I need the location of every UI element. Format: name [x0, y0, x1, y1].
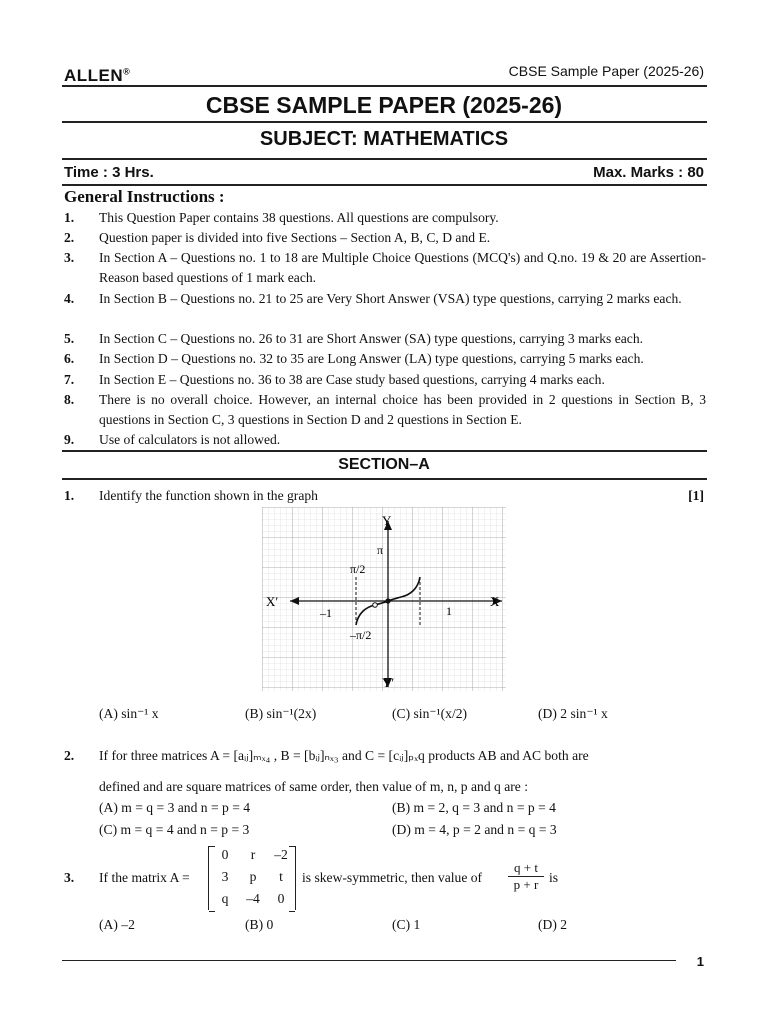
- question-number: 3.: [64, 870, 75, 885]
- allen-logo: ALLEN®: [64, 66, 131, 85]
- title-rule: [62, 121, 707, 123]
- one-label: 1: [446, 604, 452, 618]
- instruction-item: 1. This Question Paper contains 38 questions. All questions are compulsory.: [64, 210, 499, 225]
- q2-option-d: (D) m = 4, p = 2 and n = q = 3: [392, 822, 557, 837]
- q3-option-d: (D) 2: [538, 917, 568, 932]
- q1-option-d: (D) 2 sin⁻¹ x: [538, 706, 608, 721]
- pi-half-label: π/2: [350, 562, 366, 576]
- matrix-cell: –2: [274, 847, 288, 862]
- matrix-cell: 3: [221, 869, 229, 884]
- q2-option-c: (C) m = q = 4 and n = p = 3: [99, 822, 250, 837]
- time-label: Time : 3 Hrs.: [64, 164, 154, 181]
- section-bottom-rule: [62, 478, 707, 480]
- instruction-item: 4. In Section B – Questions no. 21 to 25 are Very Short Answer (VSA) type questions, carrying 2 marks each.: [64, 291, 682, 306]
- instruction-item: 7. In Section E – Questions no. 36 to 38 are Case study based questions, carrying 4 marks each.: [64, 372, 605, 387]
- page-number: 1: [696, 954, 704, 969]
- matrix-cell: t: [279, 869, 283, 884]
- q3-option-c: (C) 1: [392, 917, 421, 932]
- matrix-cell: p: [249, 869, 257, 884]
- page-title: CBSE SAMPLE PAPER (2025-26): [205, 92, 563, 118]
- question-text-post: is: [549, 870, 559, 885]
- subject-rule: [62, 158, 707, 160]
- instruction-item: 5. In Section C – Questions no. 26 to 31 are Short Answer (SA) type questions, carrying 3 marks each.: [64, 331, 644, 346]
- subject-title: SUBJECT: MATHEMATICS: [259, 128, 509, 150]
- instruction-item: 6. In Section D – Questions no. 32 to 35 are Long Answer (LA) type questions, carrying 5 marks each.: [64, 351, 644, 366]
- fraction: [508, 860, 544, 893]
- q3-option-b: (B) 0: [245, 917, 274, 932]
- fraction-denominator: p + r: [513, 877, 539, 892]
- q2-option-a: (A) m = q = 3 and n = p = 4: [99, 800, 251, 815]
- x-neg-label: X′: [266, 594, 279, 609]
- section-title: SECTION–A: [338, 456, 430, 473]
- header-rule: [62, 85, 707, 87]
- instruction-item: 3. In Section A – Questions no. 1 to 18 are Multiple Choice Questions (MCQ's) and Q.no. 19 & 20 are Assertion-Reason based questions of 1 mark each.: [64, 250, 706, 285]
- question-text: Identify the function shown in the graph: [99, 488, 318, 503]
- question-text: If the matrix A =: [99, 870, 190, 885]
- paper-label: CBSE Sample Paper (2025-26): [508, 63, 704, 79]
- footer-rule: [62, 960, 676, 961]
- max-marks-label: Max. Marks : 80: [593, 164, 704, 181]
- skew-matrix: [208, 846, 296, 910]
- neg-pi-half-label: –π/2: [350, 628, 372, 642]
- q1-option-c: (C) sin⁻¹(x/2): [392, 706, 468, 721]
- question-text: If for three matrices A = [aᵢⱼ]ₘₓ₄ , B = [bᵢⱼ]ₙₓ₃ and C = [cᵢⱼ]ₚₓq products AB and AC both are: [99, 748, 589, 763]
- matrix-cell: 0: [221, 847, 229, 862]
- function-graph: [262, 507, 506, 691]
- x-label: X: [490, 594, 500, 609]
- curve-point: [373, 603, 378, 608]
- question-number: 1.: [64, 488, 75, 503]
- origin-point: [385, 598, 390, 603]
- question-number: 2.: [64, 748, 75, 763]
- instruction-item: 8. There is no overall choice. However, an internal choice has been provided in 2 questions in Section B, 3 questions in Section C, 3 questions in Section D and 2 questions in Section E.: [64, 392, 706, 427]
- matrix-cell: q: [221, 891, 229, 906]
- q3-option-a: (A) –2: [99, 917, 135, 932]
- q2-option-b: (B) m = 2, q = 3 and n = p = 4: [392, 800, 556, 815]
- section-top-rule: [62, 450, 707, 452]
- instruction-item: 2. Question paper is divided into five Sections – Section A, B, C, D and E.: [64, 230, 491, 245]
- q1-option-a: (A) sin⁻¹ x: [99, 706, 159, 721]
- pi-label: π: [377, 543, 384, 557]
- matrix-cell: –4: [246, 891, 260, 906]
- instruction-item: 9. Use of calculators is not allowed.: [64, 432, 281, 447]
- question-marks: [1]: [688, 488, 704, 503]
- question-text-mid: is skew-symmetric, then value of: [302, 870, 483, 885]
- fraction-numerator: q + t: [508, 860, 544, 877]
- matrix-cell: r: [250, 847, 256, 862]
- y-neg-label: Y′: [382, 675, 395, 690]
- q1-option-b: (B) sin⁻¹(2x): [245, 706, 317, 721]
- y-label: Y: [382, 513, 392, 528]
- time-rule: [62, 184, 707, 186]
- matrix-cell: 0: [277, 891, 285, 906]
- question-text-cont: defined and are square matrices of same order, then value of m, n, p and q are :: [99, 779, 528, 794]
- instructions-heading: General Instructions :: [64, 187, 225, 206]
- neg-one-label: –1: [320, 606, 332, 620]
